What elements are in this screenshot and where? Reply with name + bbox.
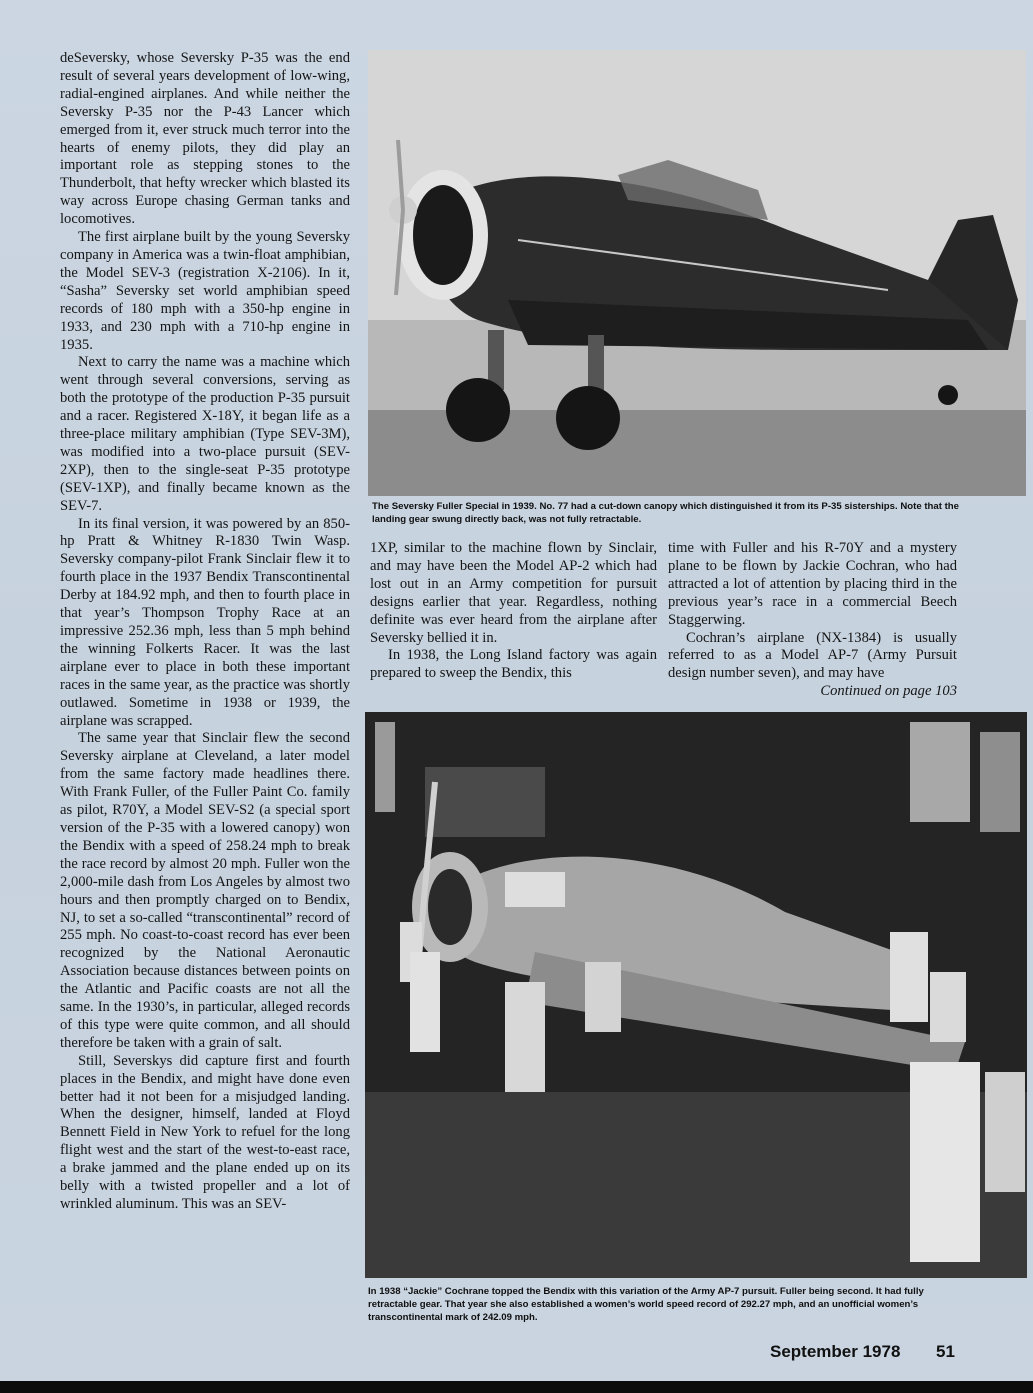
paragraph: Still, Severskys did capture first and fourth places in the Bendix, and might have done even better had it not been for a misjudged landing. When the designer, himself, landed at Floyd Bennett Field in New York to refuel for the long flight west and the start of the west-to-east race, a brake jammed and the plane ended up on its belly with a twisted propeller and a lot of wrinkled aluminum. This was an SEV- [60, 1052, 350, 1212]
scan-border [0, 1381, 1033, 1393]
top-photo-caption: The Seversky Fuller Special in 1939. No. 77 had a cut-down canopy which distinguished it from its P-35 sisterships. Note that the landing gear swung directly back, was not fully retractable. [372, 501, 959, 525]
issue-date: September 1978 [770, 1342, 901, 1361]
paragraph: Cochran’s airplane (NX-1384) is usually referred to as a Model AP-7 (Army Pursuit design number seven), and may have [668, 629, 957, 682]
paragraph: Next to carry the name was a machine which went through several conversions, serving as both the prototype of the production P-35 pursuit and a racer. Registered X-18Y, it began life as a three-place military amphibian (Type SEV-3M), was modified into a two-place pursuit (SEV-2XP), then to the single-seat P-35 prototype (SEV-1XP), and finally became known as the SEV-7. [60, 354, 350, 514]
paragraph: time with Fuller and his R-70Y and a mystery plane to be flown by Jackie Cochran, who had attracted a lot of attention by placing third in the previous year’s race in a commercial Beech Staggerwing. [668, 540, 957, 628]
paragraph: 1XP, similar to the machine flown by Sinclair, and may have been the Model AP-2 which had lost out in an Army competition for pursuit designs earlier that year. Regardless, nothing definite was ever heard from the airplane after Seversky bellied it in. [370, 540, 657, 646]
article-middle-column [370, 540, 657, 683]
continued-note: Continued on page 103 [820, 683, 957, 700]
article-left-column [60, 50, 350, 1214]
page-number: 51 [936, 1342, 955, 1361]
paragraph: In 1938, the Long Island factory was again prepared to sweep the Bendix, this [370, 647, 657, 682]
paragraph: In its final version, it was powered by an 850-hp Pratt & Whitney R-1830 Twin Wasp. Seversky company-pilot Frank Sinclair flew it to fourth place in the 1937 Bendix Transcontinental Derby at 184.92 mph, and then to fourth place in that year’s Thompson Trophy Race at an impressive 252.36 mph, less than 5 mph behind the winning Folkerts Racer. It was the last airplane ever to place in both these important races in the same year, as the practice was shortly outlawed. Sometime in 1938 or 1939, the airplane was scrapped. [60, 515, 350, 729]
paragraph: The same year that Sinclair flew the second Seversky airplane at Cleveland, a later model from the same factory made headlines there. With Frank Fuller, of the Fuller Paint Co. family as pilot, R70Y, a Model SEV-S2 (a special sport version of the P-35 with a lowered canopy) won the Bendix with a speed of 258.24 mph to break the race record by almost 20 mph. Fuller won the 2,000-mile dash from Los Angeles by almost two hours and then promptly charged on to Bendix, NJ, to set a so-called “transcontinental” record of 255 mph. No coast-to-coast record has ever been recognized by the National Aeronautic Association because distances between points on the Atlantic and Pacific coasts are not all the same. In the 1930’s, in particular, alleged records of this type were quite common, and all should therefore be taken with a grain of salt. [60, 730, 350, 1051]
seversky-fuller-special-photo [368, 50, 1026, 496]
paragraph: The first airplane built by the young Seversky company in America was a twin-float amphibian, the Model SEV-3 (registration X-2106). In it, “Sasha” Seversky set world amphibian speed records of 180 mph with a 350-hp engine in 1933, and 230 mph with a 710-hp engine in 1935. [60, 229, 350, 353]
hangar-illustration [365, 712, 1027, 1278]
article-right-column [668, 540, 957, 701]
cochran-ap7-hangar-photo [365, 712, 1027, 1278]
airplane-illustration [368, 50, 1026, 496]
paragraph: deSeversky, whose Seversky P-35 was the end result of several years development of low-wing, radial-engined airplanes. And while neither the Seversky P-35 nor the P-43 Lancer which emerged from it, ever struck much terror into the hearts of enemy pilots, they did play an important role as stepping stones to the Thunderbolt, that hefty wrecker which blasted its way across Europe chasing German tanks and locomotives. [60, 50, 350, 228]
bottom-photo-caption: In 1938 “Jackie” Cochrane topped the Bendix with this variation of the Army AP-7 pursuit. Fuller being second. It had fully retractable gear. That year she also established a women’s world speed record of 292.27 mph, and an unofficial women’s transcontinental mark of 242.09 mph. [368, 1286, 924, 1323]
